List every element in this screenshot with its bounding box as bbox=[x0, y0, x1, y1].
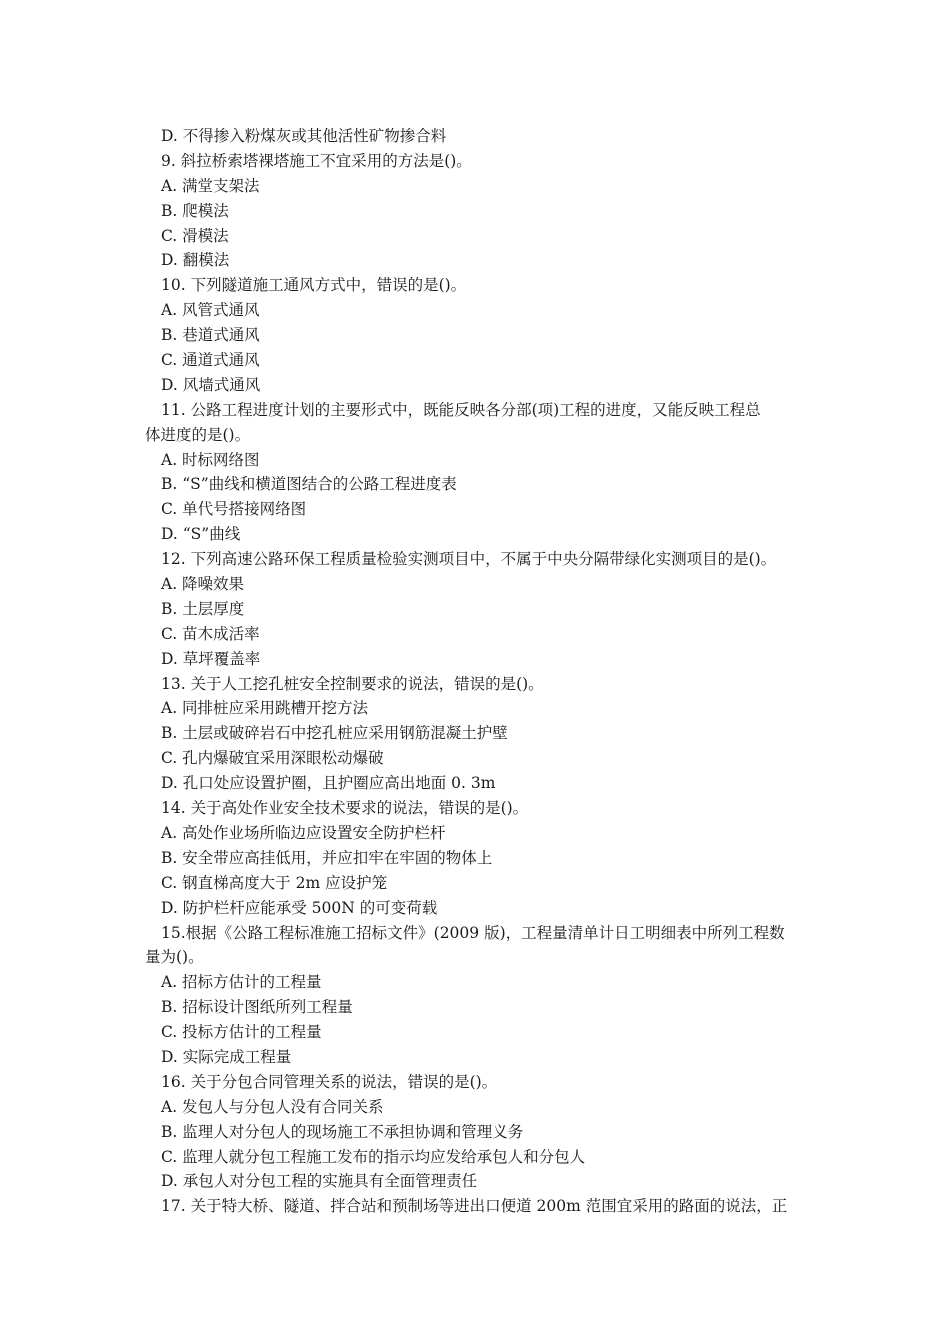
option-line: B. 巷道式通风 bbox=[161, 326, 260, 345]
question-line: 13. 关于人工挖孔桩安全控制要求的说法，错误的是()。 bbox=[161, 674, 544, 693]
option-line: D. 防护栏杆应能承受 500N 的可变荷载 bbox=[161, 898, 438, 917]
question-continuation-line: 量为()。 bbox=[145, 948, 204, 967]
option-line: D. 翻模法 bbox=[161, 251, 230, 270]
option-line: B. 安全带应高挂低用，并应扣牢在牢固的物体上 bbox=[161, 848, 493, 867]
question-line: 15.根据《公路工程标准施工招标文件》(2009 版)，工程量清单计日工明细表中所列工程数 bbox=[161, 923, 785, 942]
option-line: C. 通道式通风 bbox=[161, 351, 260, 370]
option-line: A. 降噪效果 bbox=[161, 575, 245, 594]
option-line: C. 苗木成活率 bbox=[161, 624, 260, 643]
document-body bbox=[145, 124, 825, 1219]
option-line: A. 风管式通风 bbox=[161, 301, 260, 320]
option-line: B. 监理人对分包人的现场施工不承担协调和管理义务 bbox=[161, 1122, 524, 1141]
option-line: B. “S”曲线和横道图结合的公路工程进度表 bbox=[161, 475, 457, 494]
option-line: A. 招标方估计的工程量 bbox=[161, 973, 322, 992]
option-line: D. 孔口处应设置护圈，且护圈应高出地面 0. 3m bbox=[161, 774, 496, 793]
option-line: D. 实际完成工程量 bbox=[161, 1047, 292, 1066]
option-line: A. 高处作业场所临边应设置安全防护栏杆 bbox=[161, 823, 446, 842]
option-line: D. 草坪覆盖率 bbox=[161, 649, 261, 668]
option-line: A. 时标网络图 bbox=[161, 450, 260, 469]
question-line: 16. 关于分包合同管理关系的说法，错误的是()。 bbox=[161, 1072, 498, 1091]
question-line: 9. 斜拉桥索塔裸塔施工不宜采用的方法是()。 bbox=[161, 151, 472, 170]
question-line: 11. 公路工程进度计划的主要形式中，既能反映各分部(项)工程的进度，又能反映工程总 bbox=[161, 400, 761, 419]
option-line: B. 爬模法 bbox=[161, 201, 229, 220]
option-line: B. 招标设计图纸所列工程量 bbox=[161, 998, 353, 1017]
option-line: B. 土层厚度 bbox=[161, 599, 245, 618]
option-line: C. 监理人就分包工程施工发布的指示均应发给承包人和分包人 bbox=[161, 1147, 586, 1166]
option-line: A. 满堂支架法 bbox=[161, 176, 260, 195]
option-line: C. 投标方估计的工程量 bbox=[161, 1023, 322, 1042]
question-continuation-line: 体进度的是()。 bbox=[145, 425, 251, 444]
question-line: 14. 关于高处作业安全技术要求的说法，错误的是()。 bbox=[161, 799, 529, 818]
question-line: 12. 下列高速公路环保工程质量检验实测项目中，不属于中央分隔带绿化实测项目的是()。 bbox=[161, 550, 777, 569]
question-line: 17. 关于特大桥、隧道、拌合站和预制场等进出口便道 200m 范围宜采用的路面的说法，正 bbox=[161, 1197, 788, 1216]
question-line: 10. 下列隧道施工通风方式中，错误的是()。 bbox=[161, 276, 467, 295]
option-line: A. 同排桩应采用跳槽开挖方法 bbox=[161, 699, 369, 718]
option-line: A. 发包人与分包人没有合同关系 bbox=[161, 1097, 384, 1116]
option-line: C. 钢直梯高度大于 2m 应设护笼 bbox=[161, 873, 388, 892]
option-line: D. “S”曲线 bbox=[161, 525, 241, 544]
option-line: D. 不得掺入粉煤灰或其他活性矿物掺合料 bbox=[161, 127, 447, 145]
option-line: C. 孔内爆破宜采用深眼松动爆破 bbox=[161, 749, 384, 768]
option-line: D. 风墙式通风 bbox=[161, 375, 261, 394]
option-line: C. 单代号搭接网络图 bbox=[161, 500, 307, 519]
option-line: D. 承包人对分包工程的实施具有全面管理责任 bbox=[161, 1172, 478, 1191]
option-line: C. 滑模法 bbox=[161, 226, 229, 245]
option-line: B. 土层或破碎岩石中挖孔桩应采用钢筋混凝土护壁 bbox=[161, 724, 508, 743]
